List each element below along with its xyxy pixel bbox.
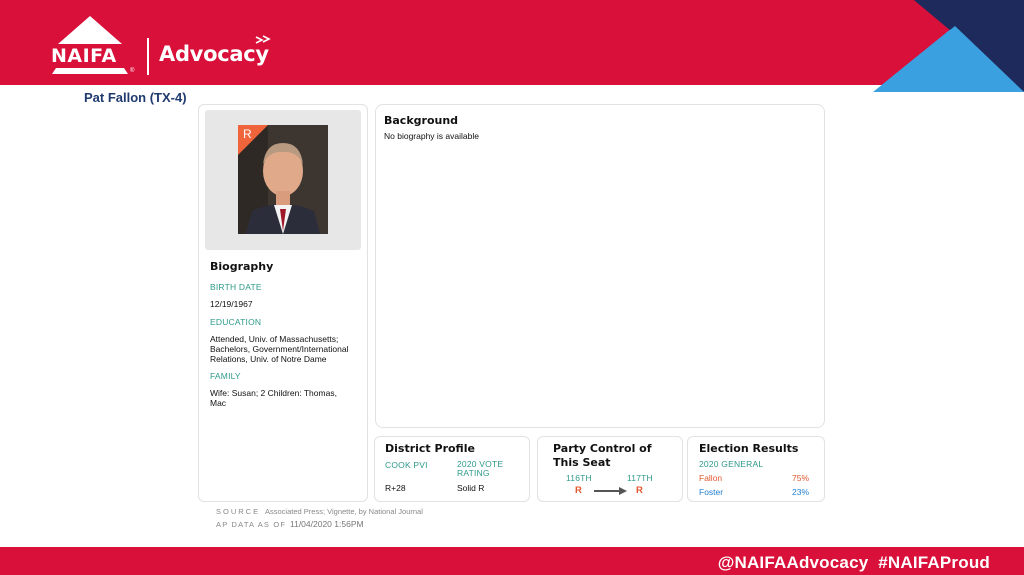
- background-text: No biography is available: [384, 131, 479, 141]
- background-card: [375, 104, 825, 428]
- birth-date-value: 12/19/1967: [210, 299, 253, 309]
- logo-text: NAIFA: [51, 45, 117, 67]
- ap-data-label: AP DATA AS OF: [216, 520, 287, 529]
- cook-pvi-label: COOK PVI: [385, 460, 428, 470]
- election-subtitle: 2020 GENERAL: [699, 459, 764, 469]
- right-arrow-icon: [594, 486, 628, 496]
- brand-subtitle: Advocacy: [159, 42, 269, 66]
- district-profile-title: District Profile: [385, 442, 475, 455]
- family-label: FAMILY: [210, 371, 241, 381]
- logo-registered: ®: [130, 68, 135, 74]
- congress-116-label: 116TH: [566, 473, 592, 483]
- party-from-value: R: [575, 485, 582, 496]
- candidate-name: Foster: [699, 487, 724, 497]
- ap-data-value: 11/04/2020 1:56PM: [290, 519, 364, 529]
- vote-rating-label: 2020 VOTE RATING: [457, 459, 504, 478]
- candidate-pct: 75%: [792, 473, 810, 483]
- candidate-name: Fallon: [699, 473, 723, 483]
- education-value: Attended, Univ. of Massachusetts; Bachelors, Government/International Relations, Univ. of Notre Dame: [210, 334, 349, 364]
- candidate-pct: 23%: [792, 487, 810, 497]
- family-value: Wife: Susan; 2 Children: Thomas, Mac: [210, 388, 337, 408]
- education-label: EDUCATION: [210, 317, 262, 327]
- source-value: Associated Press; Vignette, by National Journal: [265, 507, 423, 516]
- vote-rating-value: Solid R: [457, 483, 485, 493]
- party-control-title: Party Control of This Seat: [553, 442, 652, 469]
- footer-hashtags: @NAIFAAdvocacy #NAIFAProud: [717, 553, 990, 572]
- chevron-arrows-icon: [254, 34, 272, 50]
- party-to-value: R: [636, 485, 643, 496]
- party-letter: R: [243, 127, 252, 141]
- logo-divider: [147, 38, 149, 75]
- corner-triangle-icon: [0, 0, 1024, 95]
- congress-117-label: 117TH: [627, 473, 653, 483]
- cook-pvi-value: R+28: [385, 483, 406, 493]
- election-results-title: Election Results: [699, 442, 799, 455]
- biography-title: Biography: [210, 260, 274, 273]
- source-label: SOURCE: [216, 507, 261, 516]
- birth-date-label: BIRTH DATE: [210, 282, 262, 292]
- page-title: Pat Fallon (TX-4): [84, 90, 187, 105]
- background-title: Background: [384, 114, 459, 127]
